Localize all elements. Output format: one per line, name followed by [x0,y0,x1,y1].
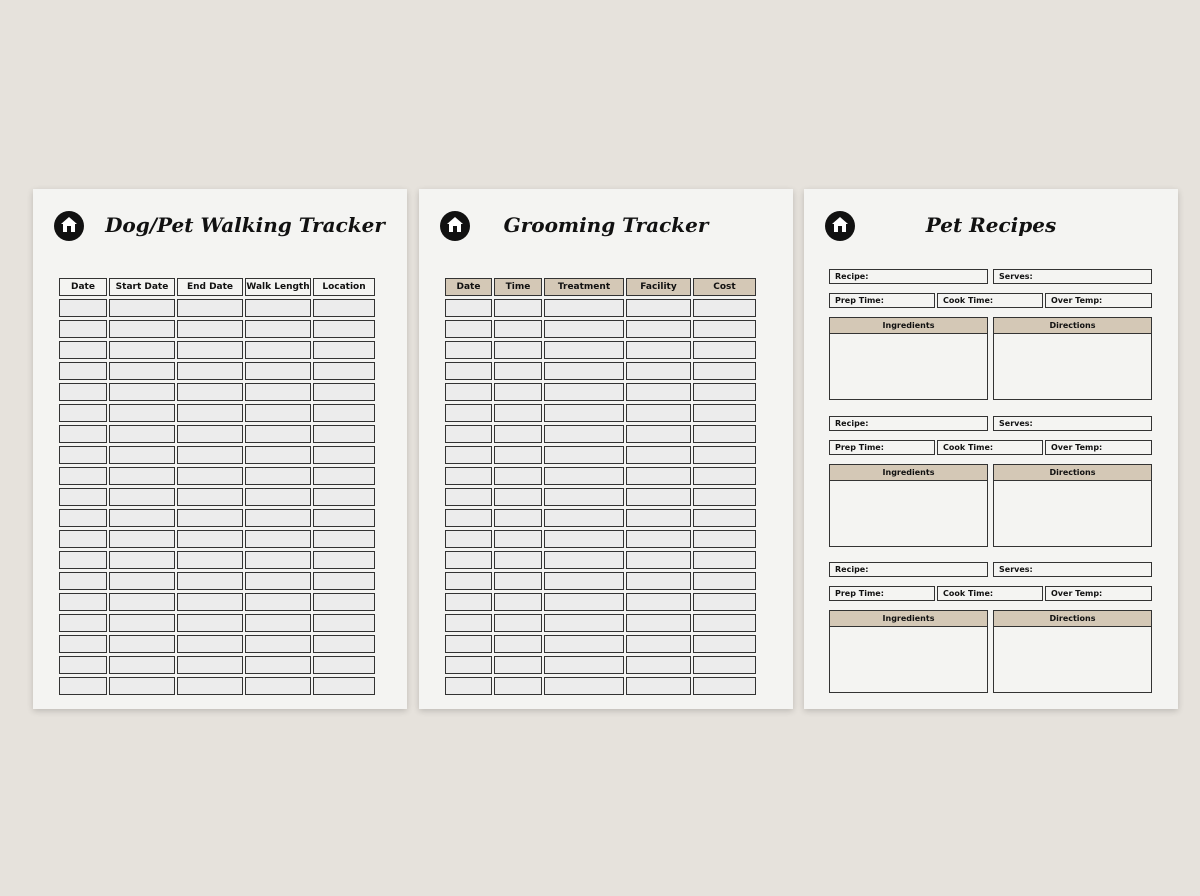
entry-cell[interactable] [445,551,492,569]
entry-cell[interactable] [494,551,542,569]
entry-cell[interactable] [177,572,243,590]
entry-cell[interactable] [544,425,624,443]
entry-cell[interactable] [177,530,243,548]
entry-cell[interactable] [445,656,492,674]
table-row [59,509,375,527]
entry-cell[interactable] [544,320,624,338]
table-row [445,299,756,317]
entry-cell[interactable] [177,509,243,527]
column-header: Date [59,278,107,296]
page-title: Pet Recipes [925,213,1057,237]
panel-header: Directions [994,611,1151,627]
entry-cell[interactable] [544,677,624,695]
entry-cell[interactable] [445,572,492,590]
table-row [445,446,756,464]
entry-cell[interactable] [313,446,375,464]
entry-cell[interactable] [693,593,756,611]
entry-cell[interactable] [177,614,243,632]
entry-cell[interactable] [313,299,375,317]
walking-tracker-page [33,189,407,709]
entry-cell[interactable] [445,446,492,464]
table-row [59,593,375,611]
entry-cell[interactable] [245,677,311,695]
entry-cell[interactable] [245,551,311,569]
entry-cell[interactable] [313,677,375,695]
entry-cell[interactable] [693,656,756,674]
entry-cell[interactable] [177,362,243,380]
entry-cell[interactable] [693,635,756,653]
entry-cell[interactable] [445,530,492,548]
entry-cell[interactable] [109,320,175,338]
column-header: Walk Length [245,278,311,296]
walking-table [57,275,377,698]
page-title: Grooming Tracker [503,213,709,237]
entry-cell[interactable] [544,467,624,485]
entry-cell[interactable] [445,362,492,380]
entry-cell[interactable] [494,614,542,632]
entry-cell[interactable] [59,383,107,401]
entry-cell[interactable] [109,593,175,611]
entry-cell[interactable] [494,467,542,485]
entry-cell[interactable] [544,593,624,611]
grooming-tracker-page [419,189,793,709]
serves-field[interactable]: Serves: [993,269,1152,284]
entry-cell[interactable] [494,425,542,443]
entry-cell[interactable] [494,593,542,611]
entry-cell[interactable] [245,509,311,527]
entry-cell[interactable] [109,299,175,317]
entry-cell[interactable] [313,488,375,506]
entry-cell[interactable] [109,425,175,443]
table-row [445,383,756,401]
entry-cell[interactable] [445,341,492,359]
entry-cell[interactable] [245,530,311,548]
column-header: Facility [626,278,691,296]
entry-cell[interactable] [59,551,107,569]
panel-header: Ingredients [830,611,987,627]
column-header: Start Date [109,278,175,296]
entry-cell[interactable] [626,593,691,611]
serves-field[interactable]: Serves: [993,562,1152,577]
entry-cell[interactable] [626,341,691,359]
entry-cell[interactable] [313,593,375,611]
entry-cell[interactable] [494,488,542,506]
oven-temp-field[interactable]: Over Temp: [1045,293,1152,308]
entry-cell[interactable] [693,425,756,443]
recipe-field[interactable]: Recipe: [829,269,988,284]
entry-cell[interactable] [626,509,691,527]
entry-cell[interactable] [109,572,175,590]
entry-cell[interactable] [626,446,691,464]
entry-cell[interactable] [494,320,542,338]
entry-cell[interactable] [626,425,691,443]
entry-cell[interactable] [109,551,175,569]
entry-cell[interactable] [693,551,756,569]
entry-cell[interactable] [59,614,107,632]
prep-time-field[interactable]: Prep Time: [829,293,935,308]
entry-cell[interactable] [245,656,311,674]
home-icon [54,211,84,241]
column-header: Date [445,278,492,296]
grooming-table [443,275,758,698]
entry-cell[interactable] [59,488,107,506]
cook-time-field[interactable]: Cook Time: [937,440,1043,455]
column-header: Cost [693,278,756,296]
entry-cell[interactable] [693,446,756,464]
entry-cell[interactable] [626,404,691,422]
entry-cell[interactable] [494,572,542,590]
table-row [445,425,756,443]
entry-cell[interactable] [245,299,311,317]
entry-cell[interactable] [626,614,691,632]
entry-cell[interactable] [59,341,107,359]
table-row [445,572,756,590]
entry-cell[interactable] [544,614,624,632]
entry-cell[interactable] [544,362,624,380]
entry-cell[interactable] [177,299,243,317]
entry-cell[interactable] [245,320,311,338]
table-row [445,530,756,548]
entry-cell[interactable] [313,572,375,590]
table-row [59,425,375,443]
entry-cell[interactable] [445,488,492,506]
entry-cell[interactable] [693,383,756,401]
entry-cell[interactable] [494,341,542,359]
entry-cell[interactable] [59,320,107,338]
entry-cell[interactable] [313,341,375,359]
entry-cell[interactable] [626,467,691,485]
entry-cell[interactable] [494,656,542,674]
entry-cell[interactable] [693,362,756,380]
ingredients-panel[interactable] [829,610,988,693]
table-row [445,467,756,485]
entry-cell[interactable] [693,467,756,485]
directions-panel[interactable] [993,464,1152,547]
panel-header: Ingredients [830,465,987,481]
entry-cell[interactable] [245,635,311,653]
table-row [445,341,756,359]
entry-cell[interactable] [177,677,243,695]
entry-cell[interactable] [544,446,624,464]
entry-cell[interactable] [544,551,624,569]
cook-time-field[interactable]: Cook Time: [937,293,1043,308]
table-row [59,572,375,590]
entry-cell[interactable] [109,614,175,632]
entry-cell[interactable] [109,488,175,506]
entry-cell[interactable] [626,656,691,674]
entry-cell[interactable] [445,677,492,695]
entry-cell[interactable] [626,299,691,317]
table-row [445,488,756,506]
entry-cell[interactable] [177,320,243,338]
entry-cell[interactable] [626,635,691,653]
table-row [59,677,375,695]
entry-cell[interactable] [59,362,107,380]
entry-cell[interactable] [445,299,492,317]
entry-cell[interactable] [693,572,756,590]
oven-temp-field[interactable]: Over Temp: [1045,586,1152,601]
entry-cell[interactable] [544,635,624,653]
entry-cell[interactable] [494,677,542,695]
entry-cell[interactable] [59,425,107,443]
entry-cell[interactable] [245,341,311,359]
entry-cell[interactable] [544,656,624,674]
entry-cell[interactable] [313,383,375,401]
entry-cell[interactable] [494,383,542,401]
table-row [445,593,756,611]
entry-cell[interactable] [313,425,375,443]
entry-cell[interactable] [59,656,107,674]
entry-cell[interactable] [313,530,375,548]
entry-cell[interactable] [177,551,243,569]
entry-cell[interactable] [313,614,375,632]
entry-cell[interactable] [177,383,243,401]
table-row [59,404,375,422]
entry-cell[interactable] [109,362,175,380]
column-header: Time [494,278,542,296]
serves-field[interactable]: Serves: [993,416,1152,431]
table-row [445,551,756,569]
table-row [445,656,756,674]
entry-cell[interactable] [445,593,492,611]
table-row [59,383,375,401]
panel-header: Ingredients [830,318,987,334]
entry-cell[interactable] [59,299,107,317]
entry-cell[interactable] [245,614,311,632]
table-row [445,635,756,653]
entry-cell[interactable] [109,383,175,401]
entry-cell[interactable] [245,593,311,611]
table-row [59,635,375,653]
entry-cell[interactable] [109,446,175,464]
table-row [445,614,756,632]
entry-cell[interactable] [313,362,375,380]
entry-cell[interactable] [445,320,492,338]
entry-cell[interactable] [445,467,492,485]
entry-cell[interactable] [59,446,107,464]
table-row [59,362,375,380]
table-row [59,299,375,317]
table-row [445,677,756,695]
table-row [59,551,375,569]
entry-cell[interactable] [245,488,311,506]
panel-header: Directions [994,465,1151,481]
entry-cell[interactable] [544,509,624,527]
column-header: End Date [177,278,243,296]
table-row [445,362,756,380]
entry-cell[interactable] [109,635,175,653]
entry-cell[interactable] [626,320,691,338]
entry-cell[interactable] [109,509,175,527]
table-row [59,467,375,485]
recipe-field[interactable]: Recipe: [829,416,988,431]
entry-cell[interactable] [177,488,243,506]
table-row [59,488,375,506]
ingredients-panel[interactable] [829,464,988,547]
entry-cell[interactable] [445,404,492,422]
entry-cell[interactable] [494,299,542,317]
entry-cell[interactable] [544,572,624,590]
entry-cell[interactable] [494,530,542,548]
entry-cell[interactable] [693,320,756,338]
pet-recipes-page [804,189,1178,709]
table-row [59,446,375,464]
entry-cell[interactable] [177,425,243,443]
page-title: Dog/Pet Walking Tracker [105,213,385,237]
column-header: Location [313,278,375,296]
entry-cell[interactable] [177,446,243,464]
entry-cell[interactable] [59,635,107,653]
entry-cell[interactable] [626,677,691,695]
entry-cell[interactable] [245,572,311,590]
directions-panel[interactable] [993,610,1152,693]
entry-cell[interactable] [626,383,691,401]
directions-panel[interactable] [993,317,1152,400]
entry-cell[interactable] [445,614,492,632]
entry-cell[interactable] [693,404,756,422]
entry-cell[interactable] [177,593,243,611]
entry-cell[interactable] [544,488,624,506]
entry-cell[interactable] [109,404,175,422]
entry-cell[interactable] [544,404,624,422]
entry-cell[interactable] [109,677,175,695]
entry-cell[interactable] [494,404,542,422]
entry-cell[interactable] [494,362,542,380]
entry-cell[interactable] [626,572,691,590]
entry-cell[interactable] [245,404,311,422]
prep-time-field[interactable]: Prep Time: [829,586,935,601]
table-row [59,614,375,632]
entry-cell[interactable] [313,509,375,527]
entry-cell[interactable] [626,551,691,569]
entry-cell[interactable] [313,320,375,338]
entry-cell[interactable] [177,341,243,359]
ingredients-panel[interactable] [829,317,988,400]
entry-cell[interactable] [693,509,756,527]
entry-cell[interactable] [59,530,107,548]
entry-cell[interactable] [445,635,492,653]
table-row [59,530,375,548]
entry-cell[interactable] [245,383,311,401]
entry-cell[interactable] [544,341,624,359]
entry-cell[interactable] [626,488,691,506]
entry-cell[interactable] [313,551,375,569]
entry-cell[interactable] [626,530,691,548]
entry-cell[interactable] [445,509,492,527]
entry-cell[interactable] [693,299,756,317]
prep-time-field[interactable]: Prep Time: [829,440,935,455]
entry-cell[interactable] [245,446,311,464]
table-row [445,404,756,422]
entry-cell[interactable] [445,425,492,443]
entry-cell[interactable] [494,446,542,464]
table-row [59,341,375,359]
oven-temp-field[interactable]: Over Temp: [1045,440,1152,455]
entry-cell[interactable] [494,509,542,527]
entry-cell[interactable] [59,404,107,422]
panel-header: Directions [994,318,1151,334]
entry-cell[interactable] [59,509,107,527]
entry-cell[interactable] [109,530,175,548]
entry-cell[interactable] [544,299,624,317]
entry-cell[interactable] [59,593,107,611]
entry-cell[interactable] [693,677,756,695]
recipe-field[interactable]: Recipe: [829,562,988,577]
entry-cell[interactable] [245,467,311,485]
entry-cell[interactable] [109,656,175,674]
entry-cell[interactable] [109,341,175,359]
entry-cell[interactable] [313,656,375,674]
entry-cell[interactable] [693,488,756,506]
entry-cell[interactable] [59,467,107,485]
entry-cell[interactable] [626,362,691,380]
table-row [445,320,756,338]
column-header: Treatment [544,278,624,296]
cook-time-field[interactable]: Cook Time: [937,586,1043,601]
entry-cell[interactable] [313,404,375,422]
entry-cell[interactable] [313,467,375,485]
entry-cell[interactable] [445,383,492,401]
entry-cell[interactable] [544,530,624,548]
entry-cell[interactable] [59,572,107,590]
entry-cell[interactable] [59,677,107,695]
entry-cell[interactable] [494,635,542,653]
entry-cell[interactable] [693,614,756,632]
entry-cell[interactable] [177,404,243,422]
entry-cell[interactable] [693,530,756,548]
entry-cell[interactable] [693,341,756,359]
table-row [59,656,375,674]
entry-cell[interactable] [245,425,311,443]
entry-cell[interactable] [109,467,175,485]
table-row [445,509,756,527]
entry-cell[interactable] [177,656,243,674]
entry-cell[interactable] [177,635,243,653]
entry-cell[interactable] [245,362,311,380]
entry-cell[interactable] [177,467,243,485]
entry-cell[interactable] [544,383,624,401]
table-row [59,320,375,338]
entry-cell[interactable] [313,635,375,653]
